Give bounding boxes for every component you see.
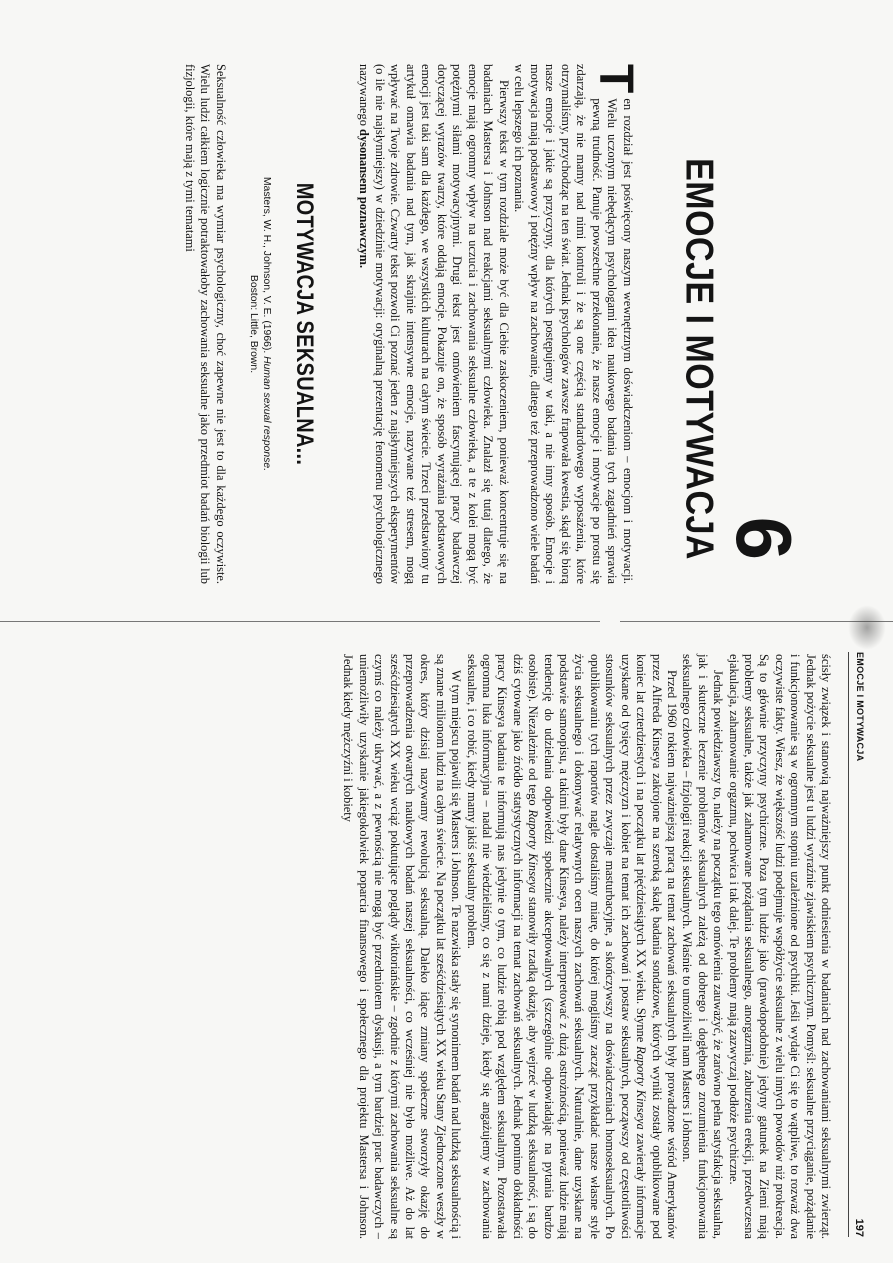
chapter-title: EMOCJE I MOTYWACJA [677,158,721,560]
citation-title: Human sexual response. [261,356,272,472]
bottom-page-half [0,622,893,1263]
chapter-number: 6 [720,516,808,560]
running-head [853,652,865,1237]
italic-term-1: Raporty Kinseya [634,1046,649,1130]
intro-paragraph-1 [511,64,642,584]
body-paragraph-3 [463,654,679,1239]
top-page-rotated [0,0,893,622]
citation [247,64,273,584]
top-page-half [0,0,893,622]
body-paragraph-top: Seksualność człowieka ma wymiar psychologiczny, choć zapewne nie jest to dla każdego oczywiste. Wielu ludzi całkiem logicznie potraktowałoby zachowania seksualne jako przedmiot badań biologii lub fizjologii, które mają z tymi tematami [183,64,228,584]
bottom-page-rotated [0,622,893,1263]
body-paragraph-2: Jednak powiedziawszy to, należy na początku tego omówienia zauważyć, że zarówno pełna satysfakcja seksualna, jak i skuteczne leczenie problemów seksualnych zależą od dobrego i dogłębnego zrozumienia funkcjonowania seksualnego człowieka – fizjologii reakcji seksualnych. Właśnie to umożliwili nam Masters i Johnson. [680,654,726,1239]
intro-bold-term: dysonansem poznawczym. [357,129,372,269]
body-paragraph-3-b: zawierały informacje uzyskane od tysięcy mężczyzn i kobiet na temat ich zachowań i postaw seksualnych, począwszy od częstotliwości stosunków seksualnych przez zwyczaje masturbacyjne, a skończywszy na doświadczeniach homoseksualnych. Po opublikowaniu tych raportów nagle dostaliśmy miarę, do której mogliśmy zacząć przykładać nasze własne style życia seksualnego i dokonywać relatywnych ocen naszych zachowań seksualnych. Naturalnie, dane uzyskane na podstawie samoopisu, a takimi były dane Kinseya, należy interpretować z dużą ostrożnością, ponieważ ludzie mają tendencję do udzielania odpowiedzi społecznie akceptowalnych (szczególnie odpowiadając na pytania bardzo osobiste). Niezależnie od tego [526,654,649,1240]
citation-publisher: Boston: Little, Brown. [248,274,259,374]
page-number: 197 [853,1218,865,1237]
intro-text-1: en rozdział jest poświęcony naszym wewnętrznym doświadczeniom – emocjom i motywacji. Wielu uczonym niebędącym psychologami idea naukowego badania tych zagadnień sprawia pewną trudność. Panuje powszechne przekonanie, że nasze emocje i motywacje po prostu się zdarzają, że nie mamy nad nimi kontroli i że są one częścią standardowego wyposażenia, które otrzymaliśmy, przychodząc na ten świat. Jednak psychologów zawsze frapowała kwestia, skąd się biorą nasze emocje i jakie są przyczyny, dla których postępujemy w taki, a nie inny sposób. Emocje i motywacja mają podstawowy i potężny wpływ na zachowanie, dlatego też przeprowadzono wiele badań w celu lepszego ich poznania. [512,64,635,584]
italic-term-2: Raporty Kinseya [526,809,541,894]
intro-text-2: Pierwszy tekst w tym rozdziale może być dla Ciebie zaskoczeniem, ponieważ koncentruje się na badaniach Mastersa i Johnson nad reakcjami seksualnymi człowieka. Znalazł się tutaj dlatego, że emocje mają ogromny wpływ na uczucia i zachowania seksualne człowieka, a te z kolei mogą być potężnymi siłami motywacyjnymi. Drugi tekst jest omówieniem fascynującej pracy badawczej dotyczącej wyrazów twarzy, które oddają emocje. Pokazuje on, że sposób wyrażania podstawowych emocji jest taki sam dla każdego, we wszystkich kulturach na całym świecie. Trzeci przedstawiony tu artykuł omawia badania nad tym, jak skrajnie intensywne emocje, nazywane też stresem, mogą wpływać na Twoje zdrowie. Czwarty tekst pozwoli Ci poznać jeden z najsłynniejszych eksperymentów (o ile nie najsłynniejszy) w dziedzinie motywacji: oryginalną prezentację fenomenu psychologicznego nazywanego [357,64,511,584]
body-paragraph-3-c: stanowiły rzadką okazję, aby wejrzeć w ludzką seksualność, i są do dziś cytowane jako źródło statystycznych informacji na temat zachowań seksualnych. Jednak pomimo dokładności pracy Kinseya badania te informują nas jedynie o tym, co ludzie robią pod względem seksualnym. Pozostawała ogromna luka informacyjna – nadal nie wiedzieliśmy, co się z nami dzieje, kiedy się angażujemy w zachowania seksualne, i co robić, kiedy mamy jakiś seksualny problem. [464,654,541,1239]
chapter-intro [356,64,642,584]
running-head-title: EMOCJE I MOTYWACJA [855,652,865,762]
body-paragraph-1: ścisły związek i stanowią najważniejszy punkt odniesienia w badaniach nad zachowaniami seksualnymi zwierząt. Jednak pożycie seksualne jest u ludzi wyraźnie zjawiskiem psychicznym. Pomyśl: seksualne przyciąganie, pożądanie i funkcjonowanie są w ogromnym stopniu uzależnione od psychiki. Jeśli wydaje Ci się to wątpliwe, to rozważ dwa oczywiste fakty. Wiesz, że większość ludzi podejmuje współżycie seksualne z wielu innych powodów niż prokreacja. Są to głównie przyczyny psychiczne. Poza tym ludzie jako (prawdopodobnie) jedyny gatunek na Ziemi mają problemy seksualne, także jak zahamowane pożądania seksualnego, anorgazmia, zaburzenia erekcji, przedwczesna ejakulacja, zahamowanie orgazmu, pochwica i tak dalej. Te problemy mają zazwyczaj podłoże psychiczne. [726,654,833,1239]
citation-authors: Masters, W. H., Johnson, V. E. (1966). [261,176,272,354]
bottom-body [340,654,833,1239]
body-paragraph-3-a: Przed 1960 rokiem najważniejszą pracą na temat zachowań seksualnych były prowadzone wśród Amerykanów przez Alfreda Kinseya zakrojone na szeroką skalę badania sondażowe, których wyniki zostały opublikowane pod koniec lat czterdziestych i na początku lat pięćdziesiątych XX wieku. Słynne [634,654,679,1239]
drop-cap: T [589,64,642,94]
intro-paragraph-2 [356,64,511,584]
body-paragraph-4: W tym miejscu pojawili się Masters i Johnson. Te nazwiska stały się synonimem badań nad ludzką seksualnością i są znane milionom ludzi na całym świecie. Na początku lat sześćdziesiątych XX wieku Stany Zjednoczone weszły w okres, który dzisiaj nazywamy rewolucją seksualną. Daleko idące zmiany społeczne stworzyły okazję do przeprowadzenia otwartych naukowych badań naszej seksualności, co wcześniej nie było możliwe. Aż do lat sześćdziesiątych XX wieku wciąż pokutujące poglądy wiktoriańskie – zgodnie z którymi zachowania seksualne są czymś co należy ukrywać, a z pewnością nie mogą być przedmiotem dyskusji, a tym bardziej prac badawczych – uniemożliwiły uzyskanie jakiegokolwiek poparcia finansowego i społecznego dla projektu Mastersa i Johnson. Jednak kiedy mężczyźni i kobiety [341,654,464,1239]
running-head-rule [848,652,849,1237]
section-title: MOTYWACJA SEKSUALNA... [290,182,318,466]
